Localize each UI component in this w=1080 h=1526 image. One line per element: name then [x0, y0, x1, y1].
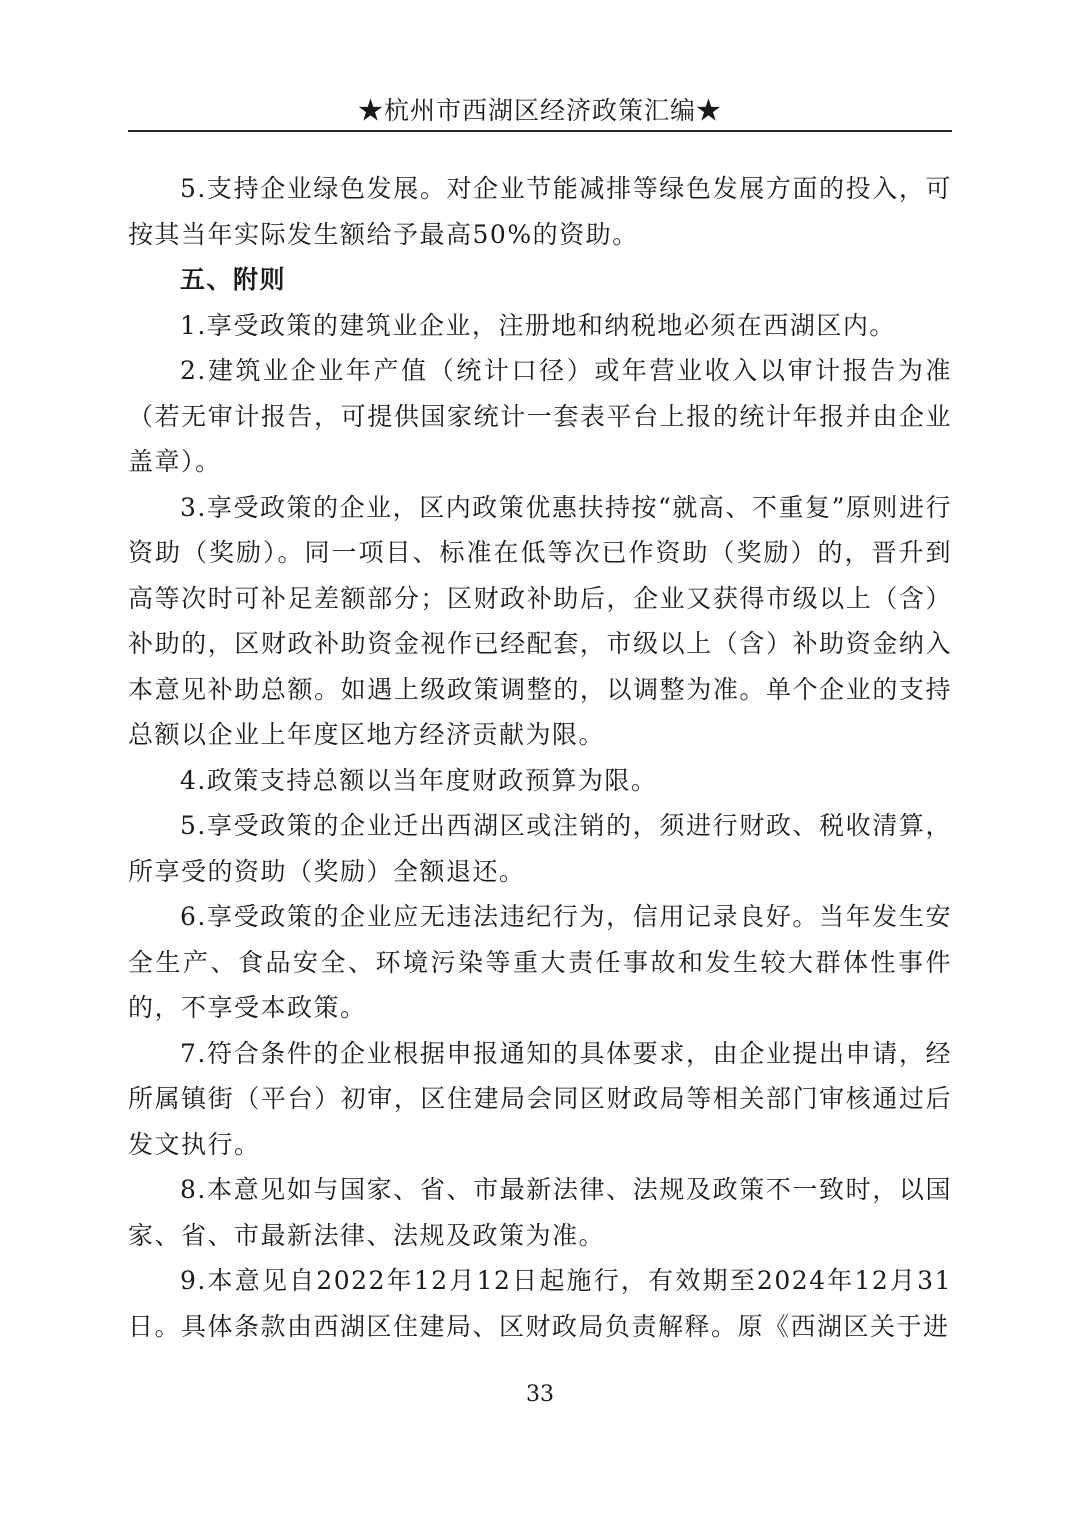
document-body: [128, 166, 952, 1349]
paragraph-clause-4: 4.政策支持总额以当年度财政预算为限。: [180, 765, 658, 795]
paragraph-clause-9: 9.本意见自2022年12月12日起施行，有效期至2024年12月31日。具体条款由西湖区住建局、区财政局负责解释。原《西湖区关于进: [128, 1266, 952, 1341]
paragraph-clause-1: 1.享受政策的建筑业企业，注册地和纳税地必须在西湖区内。: [180, 310, 896, 340]
page-number: 33: [526, 1382, 554, 1407]
paragraph-clause-5: 5.享受政策的企业迁出西湖区或注销的，须进行财政、税收清算，所享受的资助（奖励）全额退还。: [128, 811, 952, 886]
paragraph-clause-2: 2.建筑业企业年产值（统计口径）或年营业收入以审计报告为准（若无审计报告，可提供国家统计一套表平台上报的统计年报并由企业盖章）。: [128, 356, 952, 476]
paragraph-clause-3: 3.享受政策的企业，区内政策优惠扶持按“就高、不重复”原则进行资助（奖励）。同一项目、标准在低等次已作资助（奖励）的，晋升到高等次时可补足差额部分；区财政补助后，企业又获得市级以上（含）补助的，区财政补助资金视作已经配套，市级以上（含）补助资金纳入本意见补助总额。如遇上级政策调整的，以调整为准。单个企业的支持总额以企业上年度区地方经济贡献为限。: [128, 492, 952, 749]
paragraph-clause-8: 8.本意见如与国家、省、市最新法律、法规及政策不一致时，以国家、省、市最新法律、法规及政策为准。: [128, 1175, 952, 1250]
paragraph-clause-6: 6.享受政策的企业应无违法违纪行为，信用记录良好。当年发生安全生产、食品安全、环境污染等重大责任事故和发生较大群体性事件的，不享受本政策。: [128, 902, 952, 1022]
paragraph-support-green-development: 5.支持企业绿色发展。对企业节能减排等绿色发展方面的投入，可按其当年实际发生额给予最高50%的资助。: [128, 174, 952, 249]
running-header-title: ★杭州市西湖区经济政策汇编★: [357, 96, 722, 125]
section-heading-supplementary-provisions: 五、附则: [180, 265, 287, 294]
paragraph-clause-7: 7.符合条件的企业根据申报通知的具体要求，由企业提出申请，经所属镇街（平台）初审，区住建局会同区财政局等相关部门审核通过后发文执行。: [128, 1038, 952, 1159]
header-divider: [128, 130, 952, 132]
